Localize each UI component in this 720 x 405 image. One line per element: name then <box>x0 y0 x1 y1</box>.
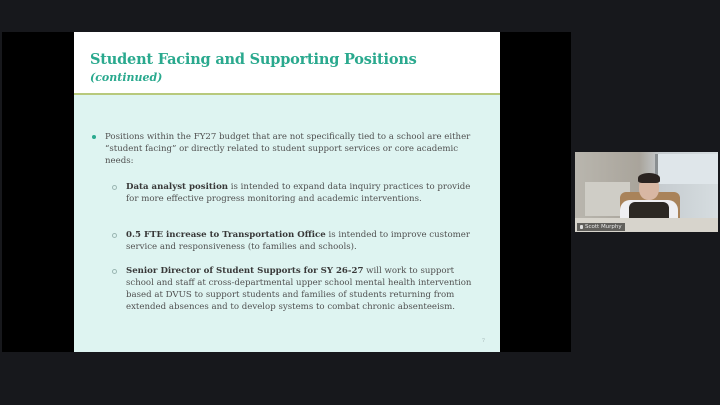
video-window <box>655 154 718 184</box>
sub-bullet-bold: Data analyst position <box>126 182 229 192</box>
video-person-hair <box>638 173 660 183</box>
sub-bullet-bold: 0.5 FTE increase to Transportation Office <box>126 230 326 240</box>
participant-name-tag <box>577 223 625 231</box>
participant-name: Scott Murphy <box>585 224 622 230</box>
presentation-slide <box>74 32 500 352</box>
microphone-icon <box>580 225 583 229</box>
slide-title: Student Facing and Supporting Positions <box>90 51 417 68</box>
bullet-ring-icon <box>112 185 117 190</box>
bullet-ring-icon <box>112 233 117 238</box>
bullet-dot-icon <box>92 135 96 139</box>
slide-subtitle: (continued) <box>90 71 163 84</box>
sub-bullet-bold: Senior Director of Student Supports for SY 26-27 <box>126 266 364 276</box>
sub-bullet-transportation <box>126 229 478 253</box>
sub-bullet-senior-director <box>126 265 478 313</box>
main-bullet-text: Positions within the FY27 budget that are not specifically tied to a school are either “student facing” or directly related to student support services or core academic needs: <box>105 132 471 166</box>
main-bullet <box>105 131 475 167</box>
slide-header <box>74 32 500 95</box>
sub-bullet-data-analyst <box>126 181 478 205</box>
participant-video-tile[interactable] <box>575 152 718 232</box>
bullet-ring-icon <box>112 269 117 274</box>
sub-bullet-text: is intended to improve customer service and responsiveness (to families and schools). <box>126 230 470 252</box>
slide-page-number: 7 <box>481 338 485 344</box>
sub-bullet-text: will work to support school and staff at cross-departmental upper school mental health intervention based at DVUS to support students and families of students returning from extended absences and to develop systems to combat chronic absenteeism. <box>126 266 472 312</box>
sub-bullet-text: is intended to expand data inquiry practices to provide for more effective progress monitoring and academic interventions. <box>126 182 471 204</box>
